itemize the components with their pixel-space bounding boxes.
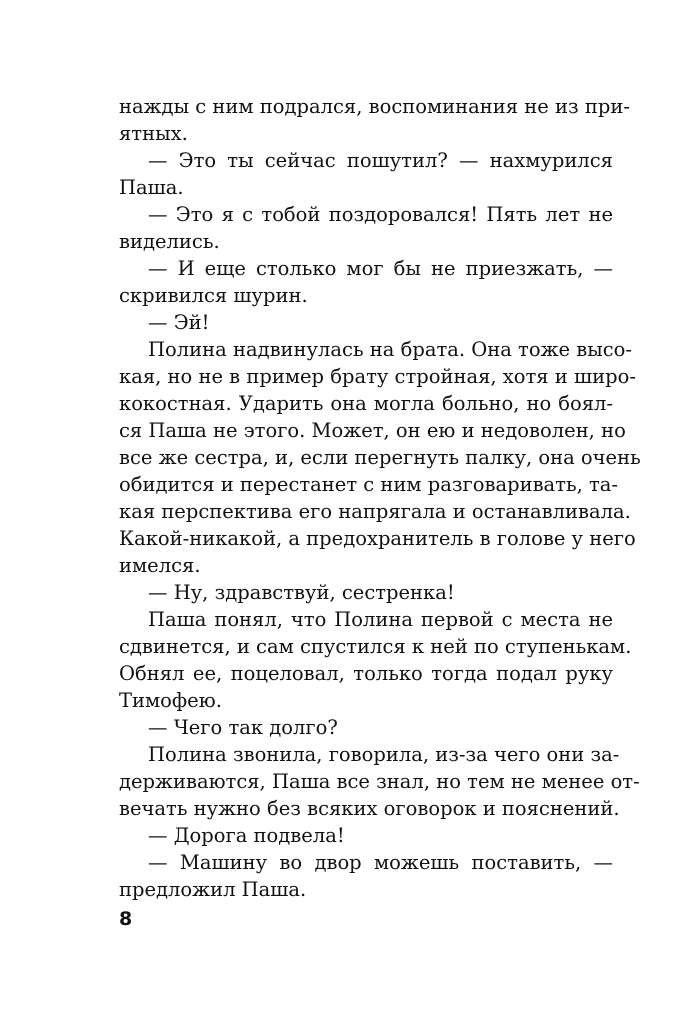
text-line: предложил Паша. <box>119 878 307 901</box>
text-line: ятных. <box>119 122 188 145</box>
text-line: ся Паша не этого. Может, он ею и недоволен, но <box>119 419 626 442</box>
text-line: кая, но не в пример брату стройная, хотя и широ- <box>119 365 636 388</box>
text-line: вечать нужно без всяких оговорок и пояснений. <box>119 797 620 820</box>
text-line: Тимофею. <box>119 689 222 712</box>
text-line: — Дорога подвела! <box>148 824 345 847</box>
text-line: Обнял ее, поцеловал, только тогда подал руку <box>119 662 613 685</box>
text-line: — Машину во двор можешь поставить, — <box>148 851 613 874</box>
text-line: — Эй! <box>148 311 210 334</box>
body-text <box>119 93 641 903</box>
text-line: виделись. <box>119 230 220 253</box>
text-line: нажды с ним подрался, воспоминания не из при- <box>119 95 630 118</box>
text-line: обидится и перестанет с ним разговаривать, та- <box>119 473 618 496</box>
text-line: сдвинется, и сам спустился к ней по ступенькам. <box>119 635 632 658</box>
text-line: Паша понял, что Полина первой с места не <box>148 608 613 631</box>
text-line: держиваются, Паша все знал, но тем не менее от- <box>119 770 640 793</box>
text-line: — Чего так долго? <box>148 716 338 739</box>
text-line: Полина надвинулась на брата. Она тоже высо- <box>148 338 633 361</box>
text-line: Какой-никакой, а предохранитель в голове у него <box>119 527 636 550</box>
text-line: — Это я с тобой поздоровался! Пять лет не <box>148 203 613 226</box>
text-line: кая перспектива его напрягала и останавливала. <box>119 500 631 523</box>
page-number: 8 <box>119 908 133 930</box>
text-line: кокостная. Ударить она могла больно, но боял- <box>119 392 613 415</box>
text-line: все же сестра, и, если перегнуть палку, она очень <box>119 446 641 469</box>
text-line: — Это ты сейчас пошутил? — нахмурился <box>148 149 613 172</box>
text-line: — И еще столько мог бы не приезжать, — <box>148 257 613 280</box>
text-line: имелся. <box>119 554 201 577</box>
text-line: Паша. <box>119 176 184 199</box>
text-line: Полина звонила, говорила, из-за чего они за- <box>148 743 620 766</box>
text-line: скривился шурин. <box>119 284 308 307</box>
text-line: — Ну, здравствуй, сестренка! <box>148 581 455 604</box>
